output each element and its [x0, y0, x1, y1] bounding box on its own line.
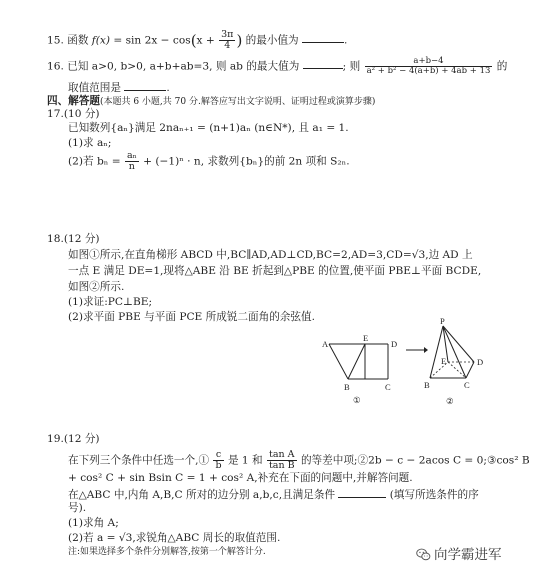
q15-frac-num: 3π [221, 29, 234, 40]
fig2-edge-PB [430, 326, 443, 378]
q18-head: 18.(12 分) [47, 233, 100, 245]
q18-figure-1 [320, 335, 400, 405]
q18-part2: (2)求平面 PBE 与平面 PCE 所成锐二面角的余弦值. [68, 311, 315, 323]
q19-part2: (2)若 a = √3,求锐角△ABC 周长的取值范围. [68, 532, 281, 544]
q19-line1-post: 的等差中项;②2b − c − 2acos C = 0;③cos² B [300, 454, 530, 467]
q17-fraction [125, 151, 139, 172]
fig1-label-E: E [363, 333, 369, 343]
q15-fx: f(x) [91, 34, 110, 47]
q17-line1: 已知数列{aₙ}满足 2naₙ₊₁ = (n+1)aₙ (n∈N*), 且 a₁ = 1. [68, 122, 349, 134]
question-16 [47, 57, 507, 76]
q18-figure-2 [424, 316, 498, 408]
q19-head: 19.(12 分) [47, 433, 100, 445]
q18-line2: 一点 E 满足 DE=1,现将△ABE 沿 BE 折起到△PBE 的位置,使平面 PBE⊥平面 BCDE, [68, 265, 482, 277]
q19-fraction-1 [213, 450, 223, 471]
q16-end: . [166, 82, 170, 94]
q17-part2 [68, 151, 350, 172]
fig2-label-B: B [424, 380, 430, 390]
q17-part2-pre: (2)若 bₙ = [68, 155, 121, 168]
fig2-edge-CD [466, 362, 474, 378]
q16-text: 已知 a>0, b>0, a+b+ab=3, 则 ab 的最大值为 [67, 60, 300, 73]
q19-fraction-2 [267, 450, 297, 471]
fig2-caption: ② [446, 396, 454, 406]
q19-line2: + cos² C + sin Bsin C = 1 + cos² A,补充在下面的问题中,并解答问题. [68, 472, 413, 484]
q18-part1: (1)求证:PC⊥BE; [68, 296, 153, 308]
q17-part2-post: + (−1)ⁿ · n, 求数列{bₙ}的前 2n 项和 S₂ₙ. [143, 155, 350, 168]
fig2-label-C: C [464, 380, 470, 390]
q15-pre: 函数 [67, 34, 89, 47]
fold-arrow-icon [406, 346, 428, 354]
q15-paren-close: ) [236, 31, 243, 50]
q16-frac-num: a+b−4 [365, 57, 493, 67]
q17-frac-den: n [128, 160, 135, 172]
q19-line3 [68, 486, 479, 502]
q15-number: 15. [47, 34, 64, 47]
q15-frac-den: 4 [224, 39, 231, 51]
q16-answer-blank-1[interactable] [303, 57, 343, 69]
q16-answer-blank-2[interactable] [124, 79, 166, 91]
fig1-edge-BE [348, 344, 365, 379]
q15-paren-open: ( [190, 31, 197, 50]
q19-line3-pre: 在△ABC 中,内角 A,B,C 所对的边分别 a,b,c,且满足条件 [68, 489, 336, 501]
q19-line1-mid: 是 1 和 [227, 454, 263, 467]
section-desc: (本题共 6 小题,共 70 分.解答应写出文字说明、证明过程或演算步骤) [99, 97, 376, 107]
q15-fraction [219, 30, 235, 51]
q19-line1 [68, 450, 530, 471]
q17-frac-num: aₙ [126, 150, 137, 161]
q19-condition-blank[interactable] [338, 486, 386, 498]
q19-f2-num: tan A [267, 450, 297, 461]
q19-f1-num: c [213, 450, 223, 461]
q16-frac-den: a² + b² − 4(a+b) + 4ab + 13 [366, 65, 491, 76]
fig1-label-B: B [344, 382, 350, 392]
fig2-label-D: D [477, 357, 484, 367]
q19-f1-den: b [215, 459, 222, 471]
q17-head: 17.(10 分) [47, 108, 100, 120]
fig2-edge-EC-hidden [448, 362, 466, 378]
q18-line1: 如图①所示,在直角梯形 ABCD 中,BC∥AD,AD⊥CD,BC=2,AD=3,CD=√3,边 AD 上 [68, 249, 473, 261]
fig1-label-D: D [391, 339, 398, 349]
q15-answer-blank[interactable] [302, 31, 344, 43]
q19-line3-post: (填写所选条件的序 [389, 489, 479, 501]
q19-f2-den: tan B [268, 459, 295, 471]
q16-line2: 取值范围是 [68, 82, 121, 94]
q16-number: 16. [47, 60, 64, 73]
q16-mid: ; 则 [342, 60, 361, 73]
fig1-label-A: A [322, 339, 329, 349]
fig2-label-E: E [441, 356, 447, 366]
q16-fraction [365, 57, 493, 76]
question-15 [47, 30, 347, 51]
q19-line4: 号). [68, 502, 87, 514]
fig1-label-C: C [385, 382, 391, 392]
wechat-icon [416, 547, 431, 562]
q17-part1: (1)求 aₙ; [68, 137, 112, 149]
fig1-edge-AB [329, 344, 348, 379]
fig1-caption: ① [353, 395, 361, 405]
q19-line1-pre: 在下列三个条件中任选一个,① [68, 454, 210, 467]
q15-eq: = sin 2x − cos [113, 34, 191, 47]
watermark-text: 向学霸进军 [434, 547, 502, 563]
q19-part1: (1)求角 A; [68, 517, 119, 529]
q15-post: 的最小值为 [245, 34, 299, 47]
section-title: 四、解答题 [47, 95, 100, 107]
q18-line3: 如图②所示. [68, 281, 125, 293]
fig2-label-P: P [440, 316, 445, 326]
q15-inner: x + [196, 34, 215, 47]
watermark [416, 546, 502, 564]
q15-end: . [344, 34, 348, 47]
question-16-line2 [68, 79, 170, 95]
q19-note: 注:如果选择多个条件分别解答,按第一个解答计分. [68, 547, 266, 557]
q16-post: 的 [496, 60, 508, 73]
